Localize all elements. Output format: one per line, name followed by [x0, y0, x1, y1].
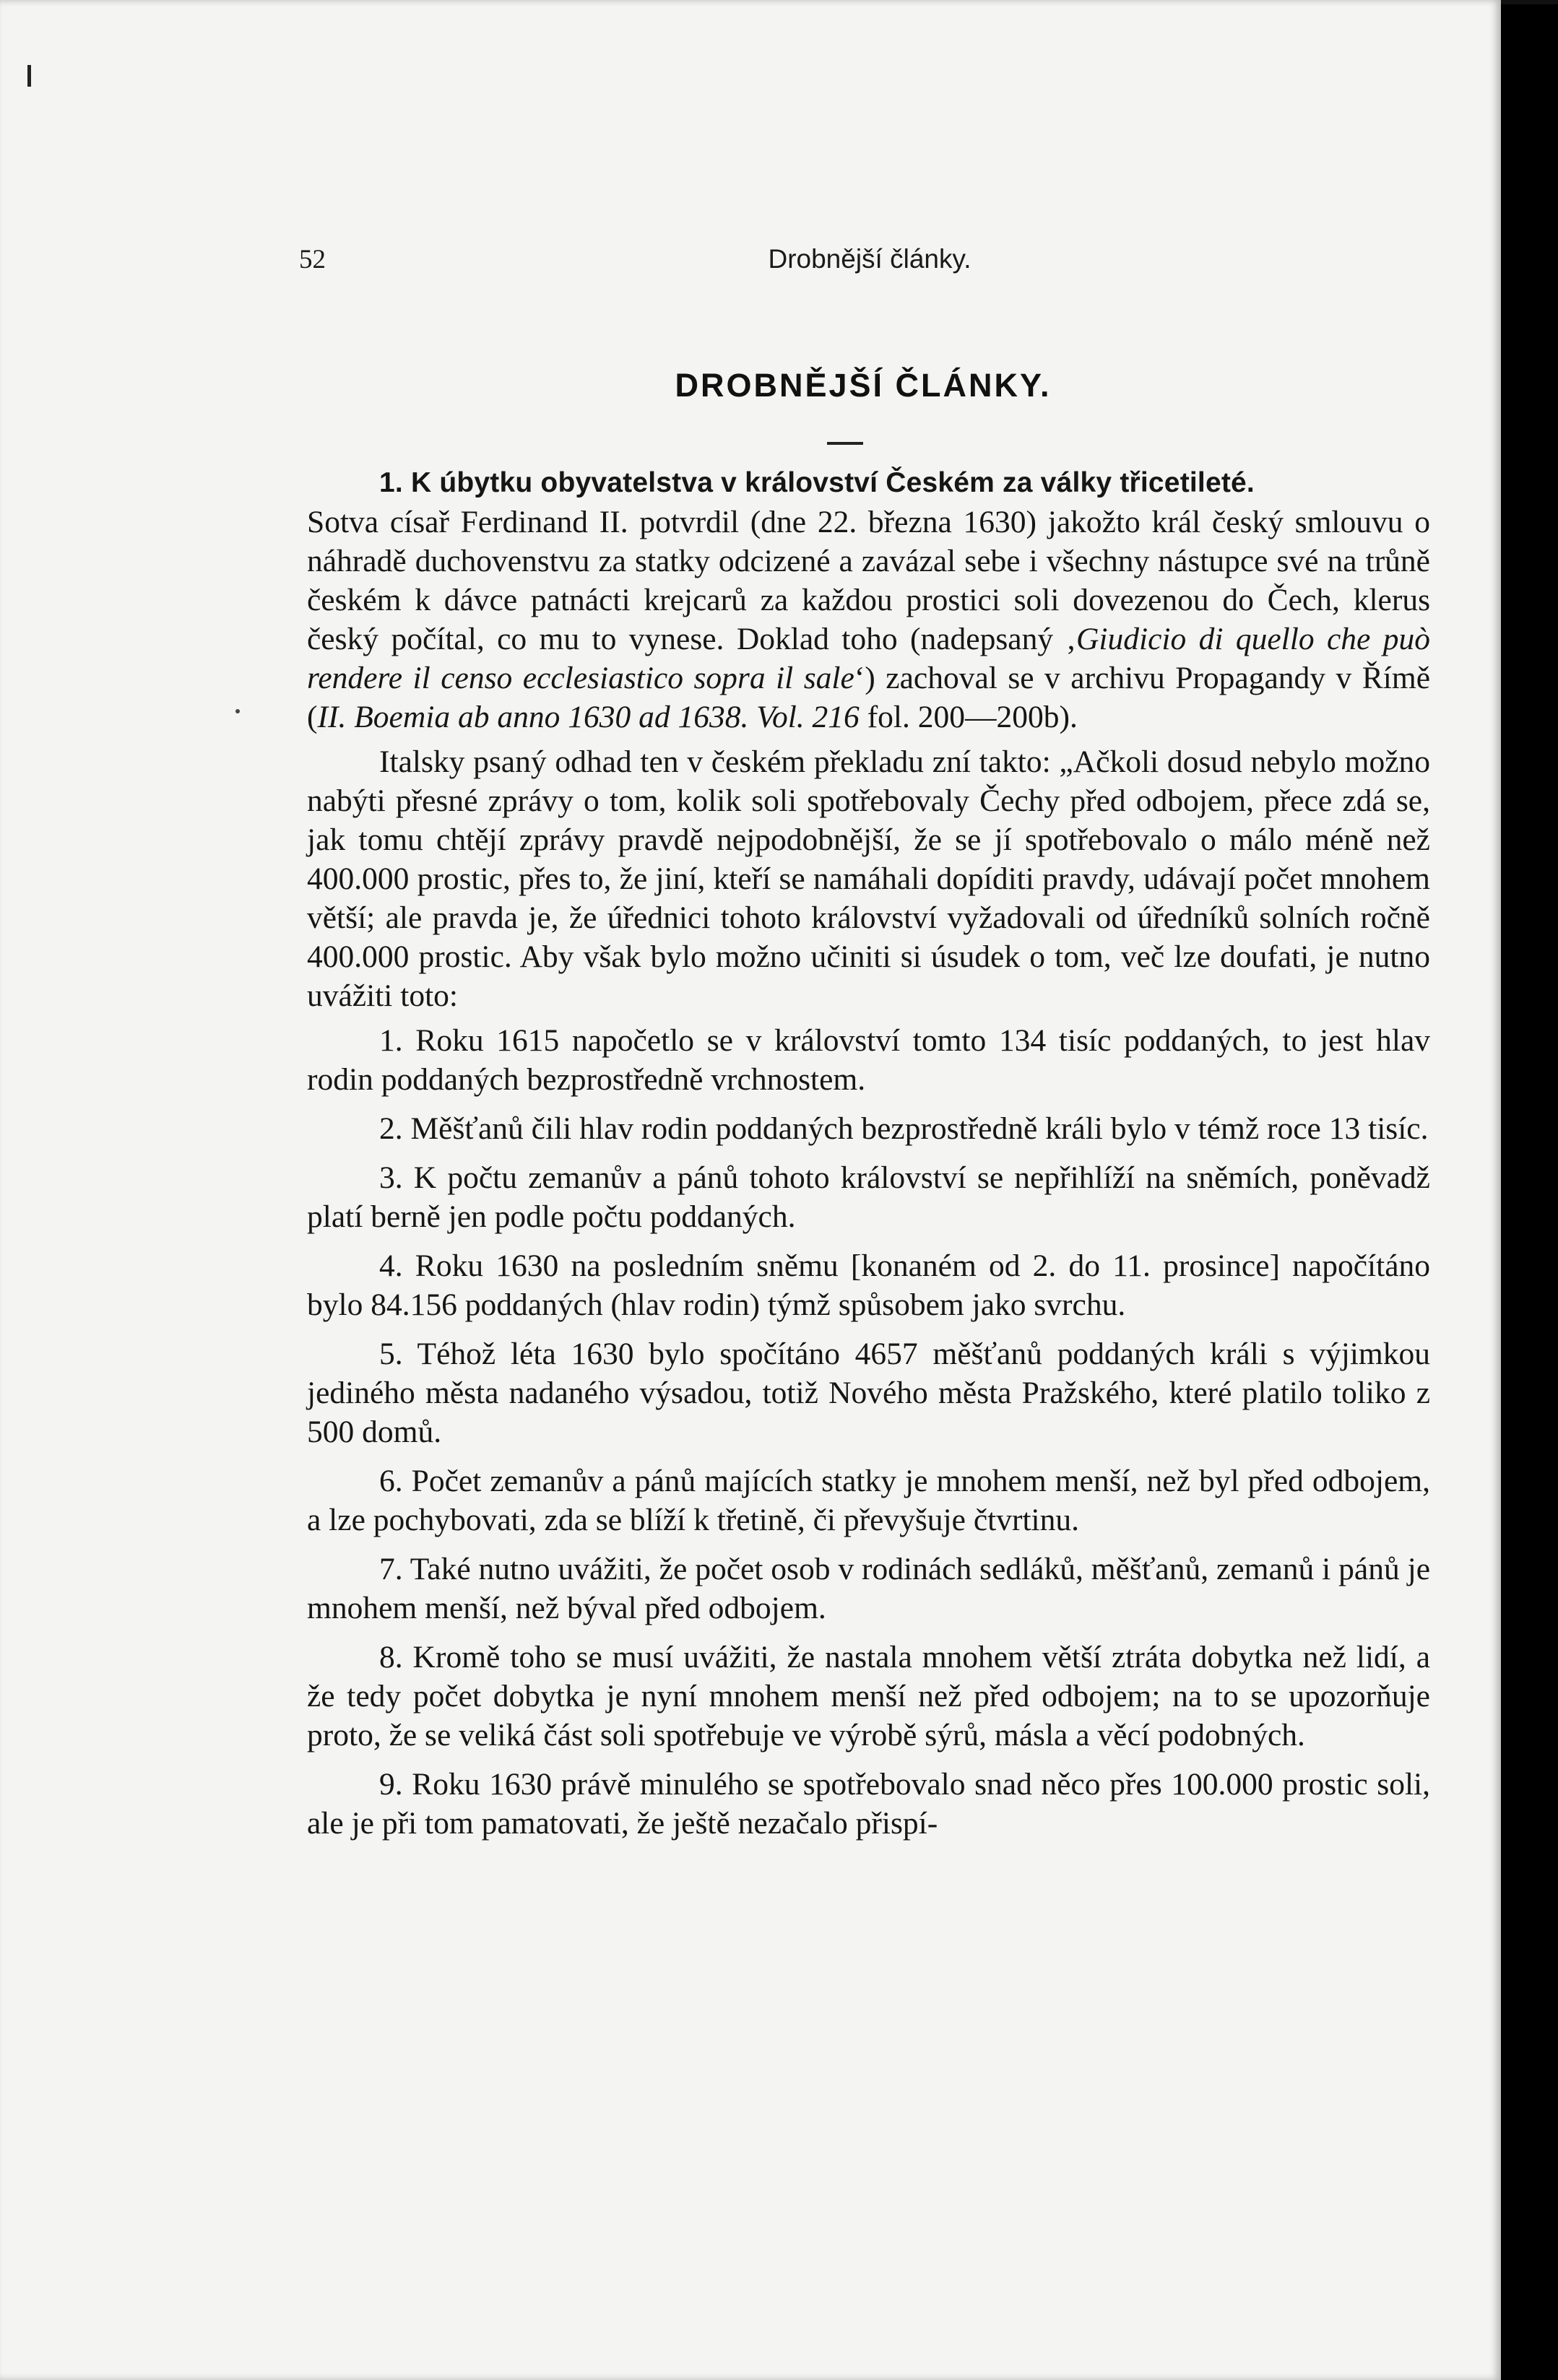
list-item: 3. K počtu zemanův a pánů tohoto království se nepřihlíží na sněmích, poněvadž platí berně jen podle počtu poddaných. — [307, 1160, 1430, 1234]
intro-text-c: fol. 200—200b). — [859, 700, 1078, 734]
list-item: 6. Počet zemanův a pánů majících statky je mnohem menší, než byl před odbojem, a lze pochybovati, zda se blíží k třetině, či převyšuje čtvrtinu. — [307, 1464, 1430, 1537]
intro-text-a: Sotva císař Ferdinand II. potvrdil (dne 22. března 1630) jakožto král český smlouvu o náhradě duchovenstvu za statky odcizené a zavázal sebe i všechny nástupce své na trůně českém k dávce patnácti krejcarů za každou prostici soli dovezenou do Čech, klerus český počítal, co mu to vynese. Doklad toho (nadepsaný ‚ — [307, 505, 1430, 656]
margin-dot — [235, 709, 240, 713]
list-item: 4. Roku 1630 na posledním sněmu [konaném od 2. do 11. prosince] napočítáno bylo 84.156 poddaných (hlav rodin) týmž spůsobem jako svrchu. — [307, 1248, 1430, 1322]
scan-edge-mark — [27, 65, 31, 87]
page-title: DROBNĚJŠÍ ČLÁNKY. — [675, 367, 1052, 404]
intro-italic-citation: II. Boemia ab anno 1630 ad 1638. Vol. 216 — [317, 700, 860, 734]
intro-italic-title: Giudicio di quello che può rendere il censo ecclesiastico sopra il sale — [307, 622, 1430, 695]
intro-text-b: ‘) zachoval se v archivu Propagandy v Římě ( — [307, 661, 1430, 734]
page-number: 52 — [299, 245, 326, 274]
title-rule — [827, 442, 863, 445]
list-item: 2. Měšťanů čili hlav rodin poddaných bezprostředně králi bylo v témž roce 13 tisíc. — [379, 1111, 1429, 1146]
list-item: 1. Roku 1615 napočetlo se v království tomto 134 tisíc poddaných, to jest hlav rodin poddaných bezprostředně vrchnostem. — [307, 1023, 1430, 1097]
list-item: 9. Roku 1630 právě minulého se spotřebovalo snad něco přes 100.000 prostic soli, ale je při tom pamatovati, že ještě nezačalo přispí- — [307, 1767, 1430, 1841]
intro-paragraph — [307, 462, 1430, 737]
list-item: 7. Také nutno uvážiti, že počet osob v rodinách sedláků, měšťanů, zemanů i pánů je mnohem menší, než býval před odbojem. — [307, 1552, 1430, 1625]
list-item: 5. Téhož léta 1630 bylo spočítáno 4657 měšťanů poddaných králi s výjimkou jediného města nadaného výsadou, totiž Nového města Pražského, které platilo toliko z 500 domů. — [307, 1337, 1430, 1449]
section-heading: 1. K úbytku obyvatelstva v království Českém za války třicetileté. — [379, 467, 1255, 498]
list-item: 8. Kromě toho se musí uvážiti, že nastala mnohem větší ztráta dobytka než lidí, a že tedy počet dobytka je nyní mnohem menší než před odbojem; na to se upozorňuje proto, že se veliká část soli spotřebuje ve výrobě sýrů, másla a věcí podobných. — [307, 1640, 1430, 1753]
paragraph-2: Italsky psaný odhad ten v českém překladu zní takto: „Ačkoli dosud nebylo možno nabýti přesné zprávy o tom, kolik soli spotřebovaly Čechy před odbojem, přece zdá se, jak tomu chtějí zprávy pravdě nejpodobnější, že se jí spotřebovalo o málo méně než 400.000 prostic, přes to, že jiní, kteří se namáhali dopíditi pravdy, udávají počet mnohem větší; ale pravda je, že úřednici tohoto království vyžadovali od úředníků solních ročně 400.000 prostic. Aby však bylo možno učiniti si úsudek o tom, več lze doufati, je nutno uvážiti toto: — [307, 744, 1430, 1013]
running-head — [299, 244, 1440, 287]
running-title: Drobnější články. — [768, 244, 971, 274]
article-body — [307, 462, 1430, 1853]
